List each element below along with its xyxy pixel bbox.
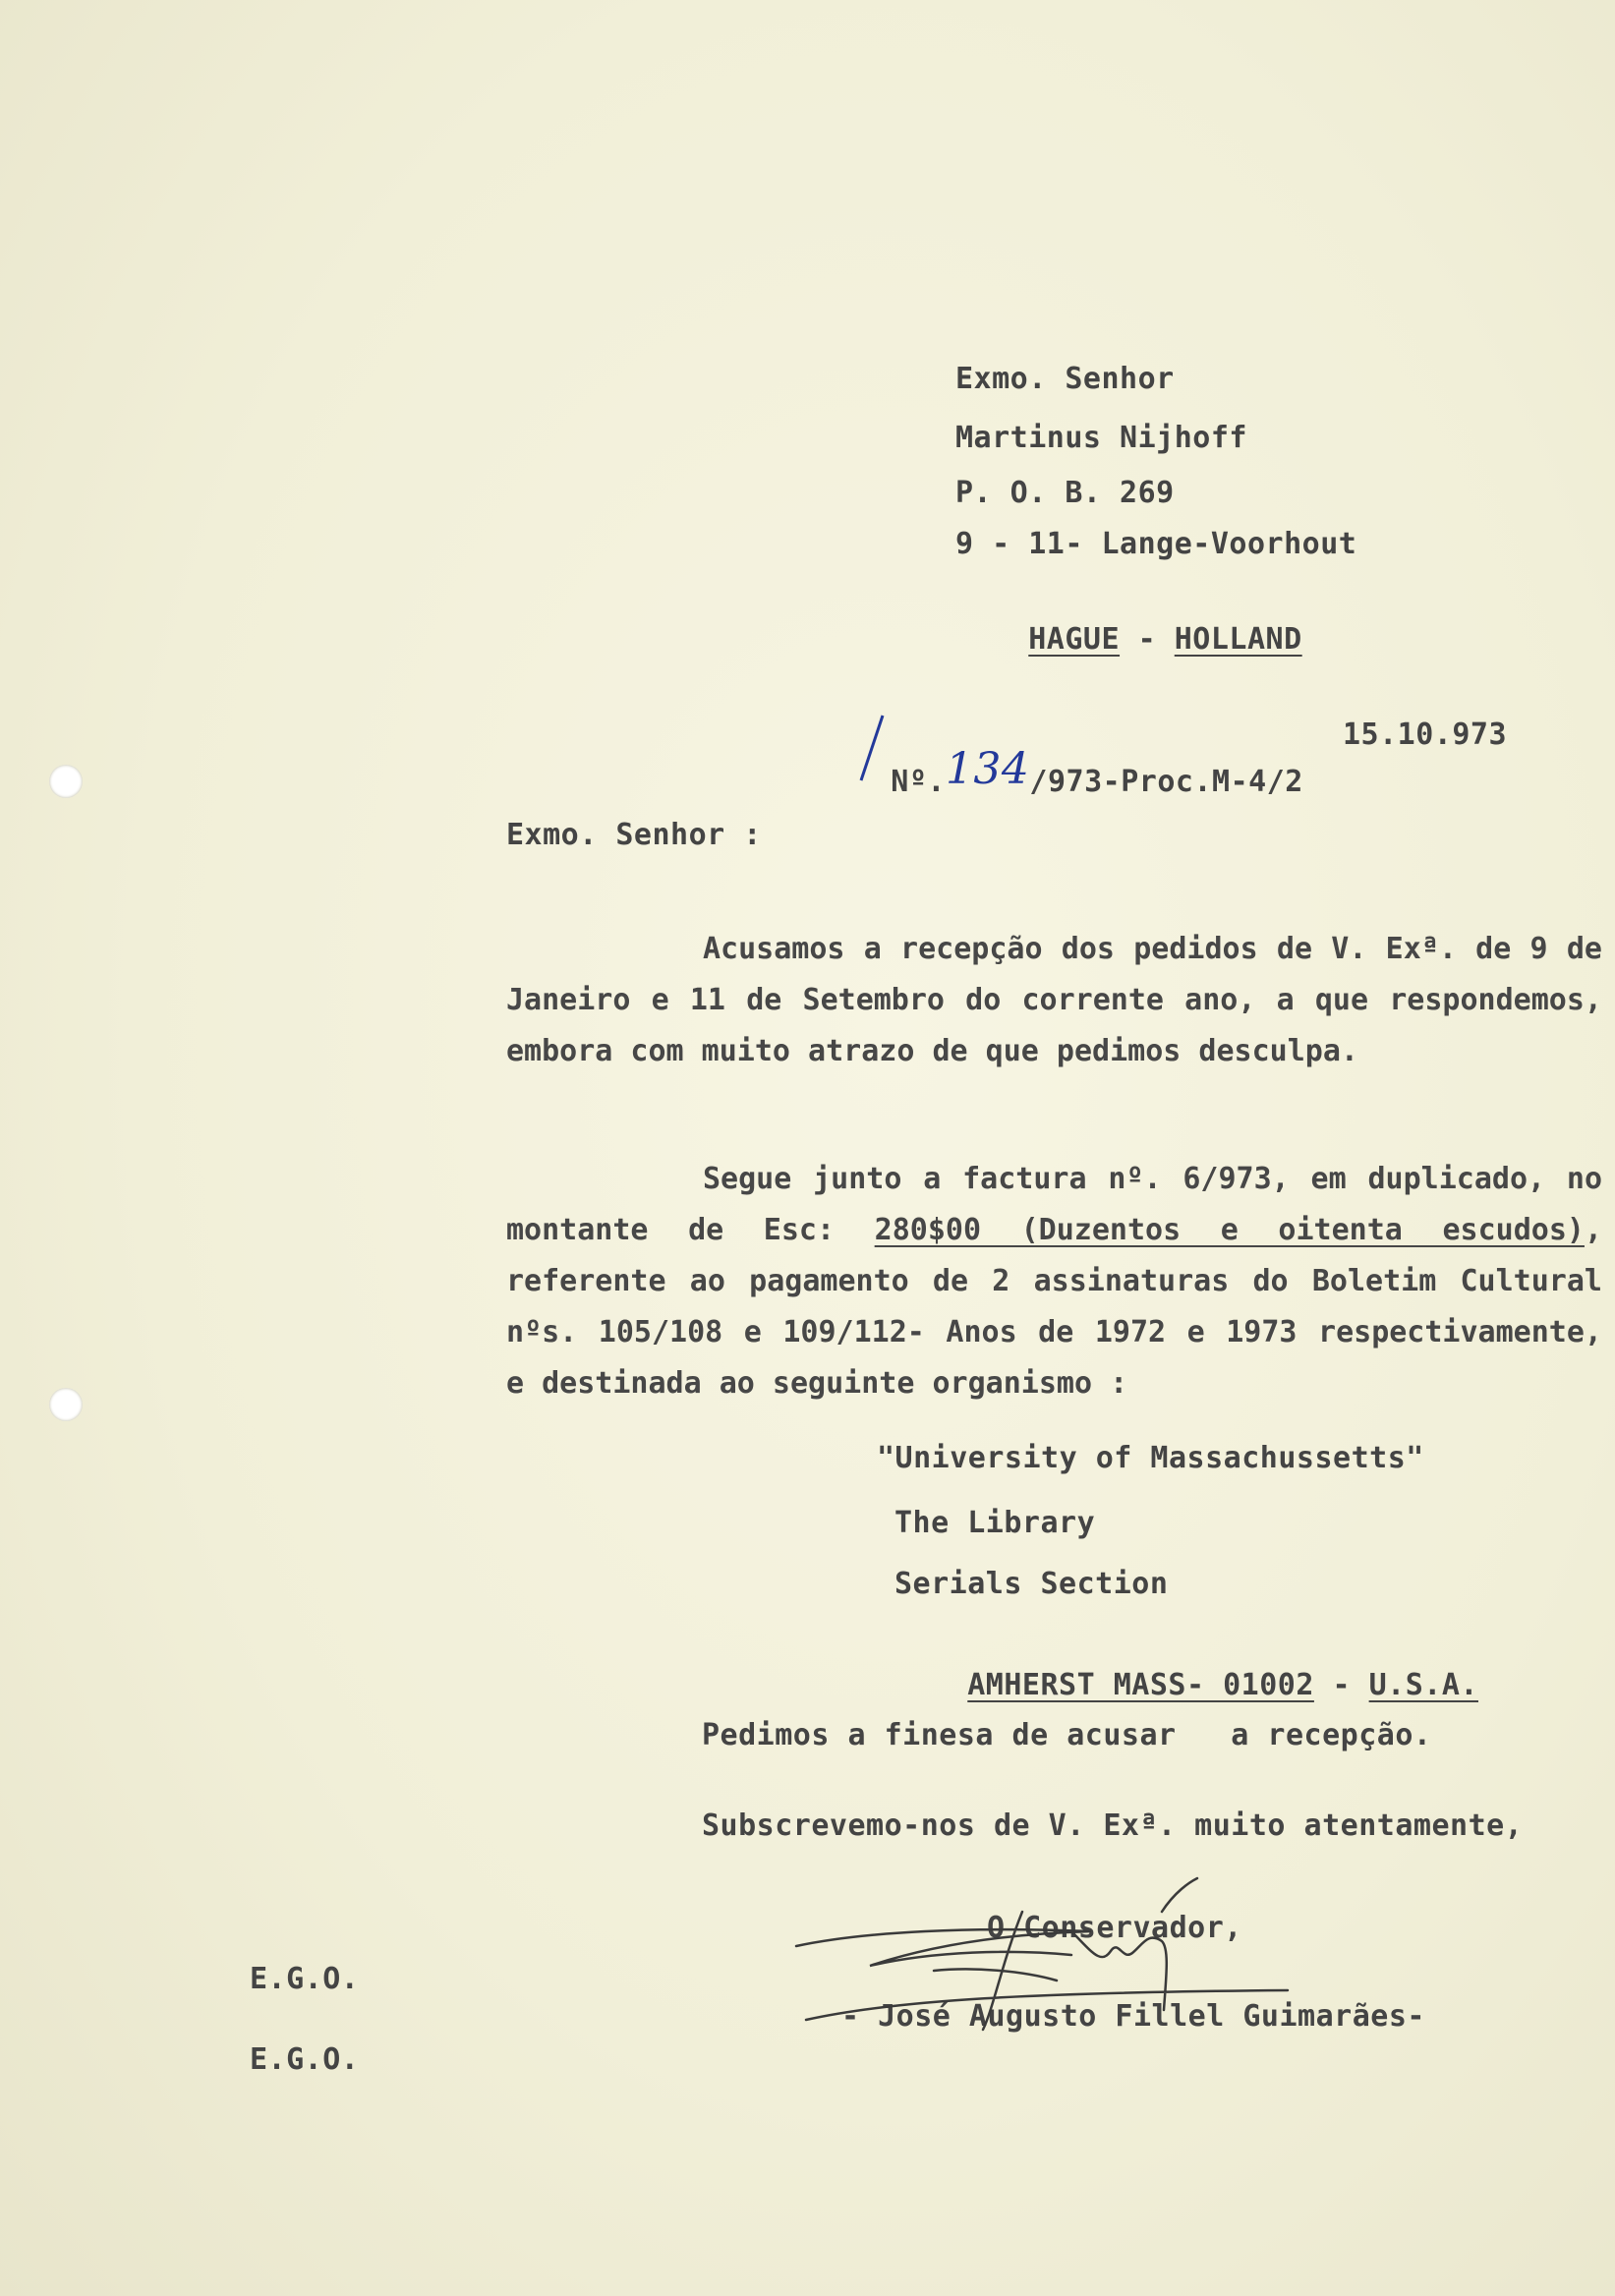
recipient-street: 9 - 11- Lange-Voorhout	[955, 527, 1357, 561]
invoice-amount: 280$00 (Duzentos e oitenta escudos)	[874, 1213, 1585, 1247]
recipient-country: HOLLAND	[1174, 622, 1302, 657]
greeting: Exmo. Senhor :	[506, 818, 762, 852]
destination-line-3: Serials Section	[894, 1567, 1169, 1601]
letter-date: 15.10.973	[1343, 718, 1508, 752]
reference-rest: /973-Proc.M-4/2	[1029, 765, 1303, 799]
body-paragraph-1-block	[506, 924, 1602, 1077]
invoice-reference-text: , referente ao pagamento de 2 assinaturas do Boletim Cultural nºs. 105/108 e 109/112- Anos de 1972 e 1973 respectivamente, e destinada ao seguinte organismo :	[506, 1213, 1603, 1401]
body-paragraph-1: Acusamos a recepção dos pedidos de V. Exª. de 9 de Janeiro e 11 de Setembro do corrente ano, a que respondemos, embora com muito atrazo de que pedimos desculpa.	[506, 932, 1602, 1068]
body-paragraph-2-block	[506, 1154, 1602, 1409]
recipient-city: HAGUE	[1028, 622, 1121, 657]
body-paragraph-2	[506, 1154, 1602, 1409]
reference-prefix: Nº.	[891, 765, 946, 799]
recipient-box: P. O. B. 269	[955, 476, 1175, 510]
recipient-salutation: Exmo. Senhor	[955, 362, 1175, 396]
footer-mark-2: E.G.O.	[250, 2042, 360, 2077]
destination-line-2: The Library	[894, 1506, 1096, 1540]
recipient-city-line	[955, 588, 1302, 691]
closing-request: Pedimos a finesa de acusar a recepção.	[702, 1718, 1432, 1752]
handwritten-signature	[777, 1872, 1327, 2049]
punch-hole-bottom	[49, 1388, 83, 1421]
recipient-name: Martinus Nijhoff	[955, 421, 1247, 455]
reference-handwritten-number: 134	[945, 744, 1030, 794]
closing-regards: Subscrevemo-nos de V. Exª. muito atentamente,	[702, 1808, 1524, 1843]
recipient-separator: -	[1120, 622, 1175, 657]
invoice-text: Segue junto a factura nº. 6/973, em duplicado, no montante de Esc:	[506, 1162, 1602, 1247]
destination-line-1: "University of Massachussetts"	[877, 1441, 1424, 1475]
signatory-title: O Conservador,	[987, 1911, 1242, 1945]
destination-city: AMHERST MASS- 01002	[967, 1668, 1314, 1702]
punch-hole-top	[49, 765, 83, 798]
signatory-name: - José Augusto Fillel Guimarães-	[841, 1999, 1425, 2034]
destination-country: U.S.A.	[1368, 1668, 1478, 1702]
handwritten-slash	[857, 710, 896, 788]
destination-separator: -	[1313, 1668, 1369, 1702]
footer-mark-1: E.G.O.	[250, 1962, 360, 1996]
